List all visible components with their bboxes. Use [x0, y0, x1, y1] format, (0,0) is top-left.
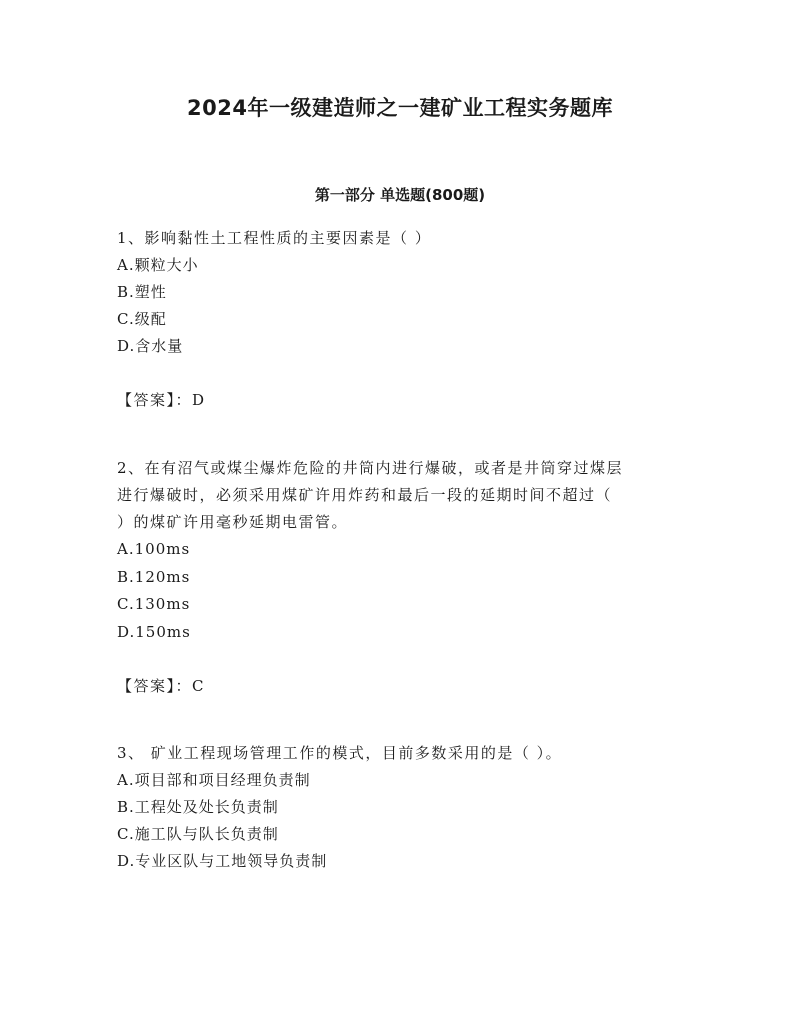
question-1-option-d: D.含水量 — [117, 337, 184, 355]
question-2-option-d: D.150ms — [117, 623, 191, 641]
question-1-option-b: B.塑性 — [117, 283, 167, 301]
question-2-stem-line-1: 2、在有沼气或煤尘爆炸危险的井筒内进行爆破，或者是井筒穿过煤层 — [117, 459, 624, 477]
question-1-option-c: C.级配 — [117, 310, 167, 328]
question-2-stem-line-3: ）的煤矿许用毫秒延期电雷管。 — [117, 513, 349, 531]
question-2-option-b: B.120ms — [117, 568, 191, 586]
question-2-answer: 【答案】：C — [117, 677, 205, 695]
question-3-option-d: D.专业区队与工地领导负责制 — [117, 852, 328, 870]
question-3-option-a: A.项目部和项目经理负责制 — [117, 771, 311, 789]
document-title: 2024年一级建造师之一建矿业工程实务题库 — [187, 96, 613, 120]
question-2-stem-line-2: 进行爆破时，必须采用煤矿许用炸药和最后一段的延期时间不超过（ — [117, 486, 613, 504]
question-3-option-c: C.施工队与队长负责制 — [117, 825, 279, 843]
question-3-option-b: B.工程处及处长负责制 — [117, 798, 279, 816]
question-1-option-a: A.颗粒大小 — [117, 256, 199, 274]
question-2-option-c: C.130ms — [117, 595, 191, 613]
question-1-answer: 【答案】：D — [117, 391, 206, 409]
section-heading: 第一部分 单选题(800题) — [314, 186, 486, 204]
question-1-stem: 1、影响黏性土工程性质的主要因素是（ ） — [117, 229, 432, 247]
question-2-option-a: A.100ms — [117, 540, 191, 558]
question-3-stem: 3、 矿业工程现场管理工作的模式，目前多数采用的是（ ）。 — [117, 744, 563, 762]
